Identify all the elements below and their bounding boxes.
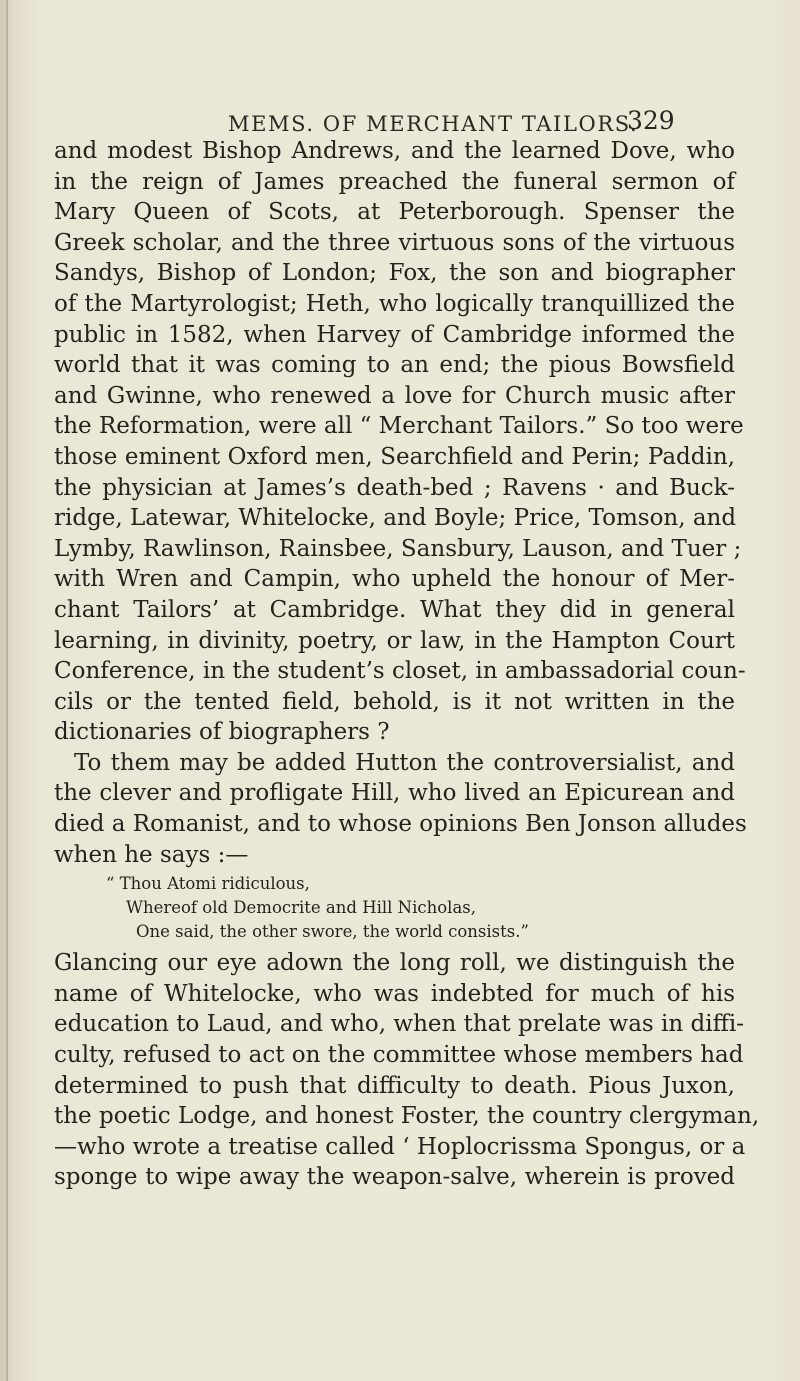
text-line: when he says :— [54, 841, 249, 868]
text-line: culty, refused to act on the committee whose members had [54, 1042, 744, 1069]
text-line: the Reformation, were all “ Merchant Tailors.” So too were [54, 413, 744, 440]
text-line: Lymby, Rawlinson, Rainsbee, Sansbury, Lauson, and Tuer ; [54, 535, 742, 562]
text-line: Mary Queen of Scots, at Peterborough. Spenser the [54, 199, 735, 226]
quote-line: Whereof old Democrite and Hill Nicholas, [126, 898, 477, 918]
text-line: Conference, in the student’s closet, in ambassadorial coun- [54, 658, 746, 685]
text-line: those eminent Oxford men, Searchfield and Perin; Paddin, [54, 443, 735, 470]
text-line: in the reign of James preached the funeral sermon of [54, 168, 735, 195]
paragraph-3 [54, 948, 760, 1193]
text-line: and modest Bishop Andrews, and the learned Dove, who [54, 138, 735, 164]
text-line: To them may be added Hutton the controversialist, and [74, 749, 735, 776]
text-line: ridge, Latewar, Whitelocke, and Boyle; Price, Tomson, and [54, 505, 737, 532]
text-line: public in 1582, when Harvey of Cambridge informed the [54, 321, 735, 348]
quote-line: One said, the other swore, the world consists.” [136, 922, 529, 942]
text-line: Greek scholar, and the three virtuous sons of the virtuous [54, 229, 735, 256]
text-line: of the Martyrologist; Heth, who logically tranquillized the [54, 290, 735, 317]
text-line: died a Romanist, and to whose opinions Ben Jonson alludes [54, 811, 747, 838]
text-line: and Gwinne, who renewed a love for Church music after [54, 382, 735, 409]
text-line: education to Laud, and who, when that prelate was in diffi- [54, 1011, 745, 1038]
text-line: dictionaries of biographers ? [54, 719, 390, 746]
text-line: Sandys, Bishop of London; Fox, the son and biographer [54, 260, 735, 287]
verse-quotation [54, 870, 735, 948]
paragraph-1 [54, 136, 746, 748]
text-line: chant Tailors’ at Cambridge. What they did in general [54, 596, 735, 623]
text-line: —who wrote a treatise called ‘ Hoplocrissma Spongus, or a [54, 1133, 746, 1160]
text-line: Glancing our eye adown the long roll, we distinguish the [54, 950, 735, 977]
text-line: sponge to wipe away the weapon-salve, wherein is proved [54, 1164, 735, 1191]
running-head: MEMS. OF MERCHANT TAILORS. [228, 112, 639, 136]
page-gutter-edge [6, 0, 8, 1381]
text-line: the clever and profligate Hill, who lived an Epicurean and [54, 780, 735, 807]
text-line: learning, in divinity, poetry, or law, in the Hampton Court [54, 627, 735, 654]
text-line: the poetic Lodge, and honest Foster, the country clergyman, [54, 1103, 760, 1130]
text-line: cils or the tented field, behold, is it not written in the [54, 688, 735, 715]
page-number: 329 [627, 106, 675, 135]
paragraph-2 [54, 748, 747, 870]
text-line: name of Whitelocke, who was indebted for much of his [54, 980, 735, 1007]
quote-line: “ Thou Atomi ridiculous, [106, 874, 310, 894]
text-line: determined to push that difficulty to death. Pious Juxon, [54, 1072, 735, 1099]
body-text [54, 136, 760, 1193]
text-line: world that it was coming to an end; the pious Bowsfield [54, 352, 735, 379]
text-line: with Wren and Campin, who upheld the honour of Mer- [54, 566, 735, 593]
text-line: the physician at James’s death-bed ; Ravens · and Buck- [54, 474, 735, 501]
